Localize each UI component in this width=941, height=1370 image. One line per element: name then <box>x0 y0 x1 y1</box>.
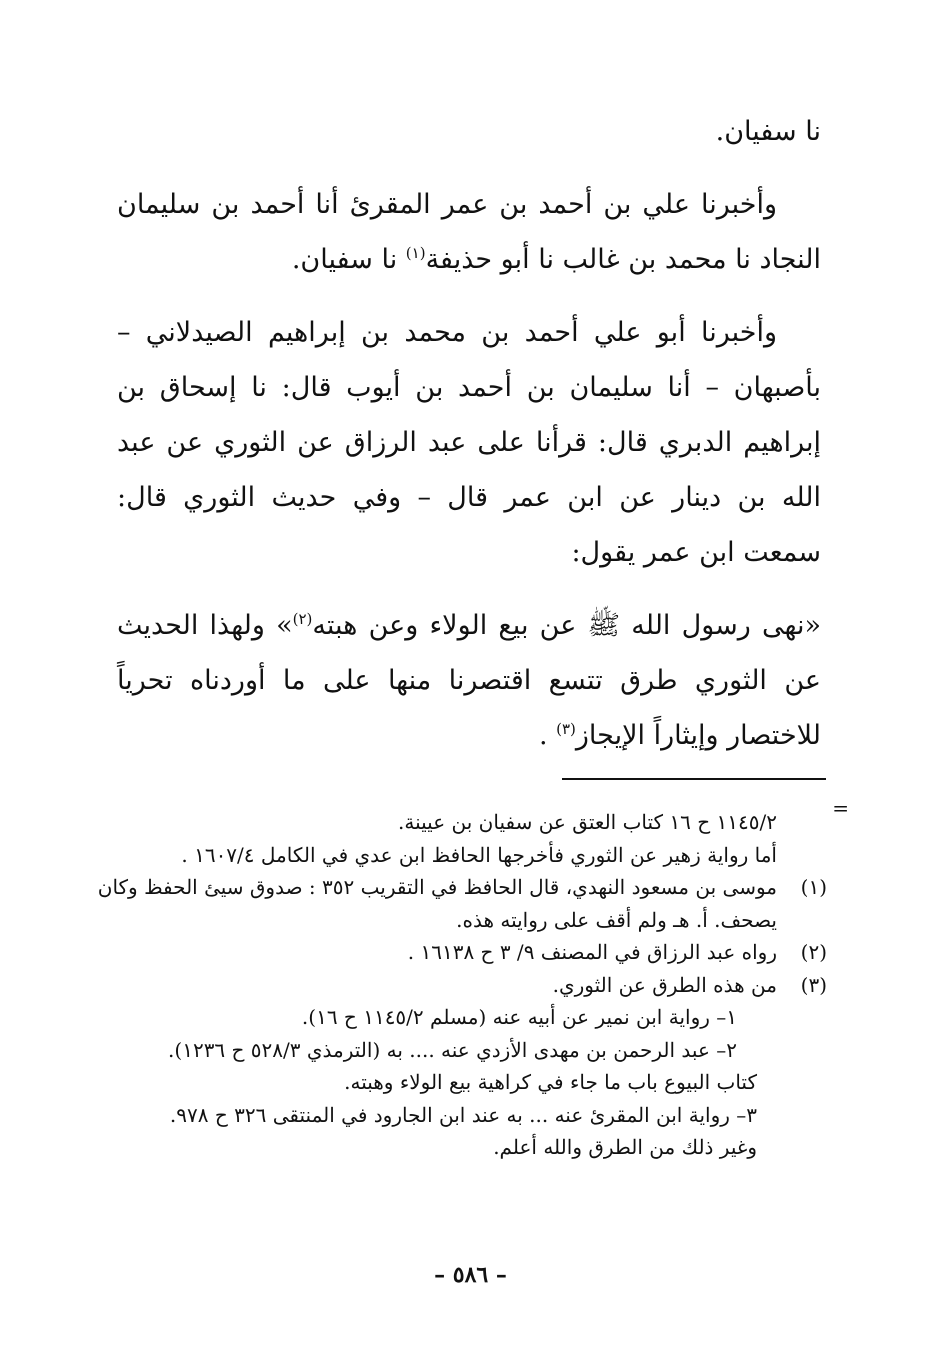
paragraph-3-text: وأخبرنا أبو علي أحمد بن محمد بن إبراهيم الصيدلاني – بأصبهان – أنا سليمان بن أحمد بن أيوب قال: نا إسحاق بن إبراهيم الدبري قال: قرأنا على عبد الرزاق عن الثوري عن عبد الله بن دينار عن ابن عمر قال – وفي حديث الثوري قال: سمعت ابن عمر يقول: <box>117 317 821 568</box>
footnote-ref-2[interactable]: (٢) <box>292 610 313 628</box>
footnote-continued-line-2: أما رواية زهير عن الثوري فأخرجها الحافظ ابن عدي في الكامل ١٦٠٧/٤ . <box>181 842 777 867</box>
footnote-1-number: (١) <box>800 875 827 899</box>
paragraph-4 <box>117 598 821 763</box>
paragraph-2-end: نا سفيان. <box>291 244 406 275</box>
footnote-1-text: موسى بن مسعود النهدي، قال الحافظ في التقريب ٣٥٢ : صدوق سيئ الحفظ وكان <box>97 875 777 899</box>
footnote-1 <box>97 871 827 904</box>
footnote-3-item-3: ٣– رواية ابن المقرئ عنه ... به عند ابن الجارود في المنتقى ٣٢٦ ح ٩٧٨. <box>169 1102 757 1127</box>
footnote-2-text: رواه عبد الرزاق في المصنف ٩/ ٣ ح ١٦١٣٨ . <box>407 940 777 964</box>
footnote-3-number: (٣) <box>800 972 827 997</box>
footnotes <box>97 806 827 1164</box>
footnote-3-closing: وغير ذلك من الطرق والله أعلم. <box>493 1135 757 1159</box>
paragraph-2-text: وأخبرنا علي بن أحمد بن عمر المقرئ أنا أحمد بن سليمان النجاد نا محمد بن غالب نا أبو حذيفة <box>117 189 821 275</box>
paragraph-4-cont: » ولهذا الحديث عن الثوري طرق تتسع اقتصرنا منها على ما أوردناه تحرياً للاختصار وإيثاراً الإيجاز <box>117 610 821 751</box>
paragraph-4-text: «نهى رسول الله ﷺ عن بيع الولاء وعن هبته <box>312 610 821 641</box>
footnote-3-item-1: ١– رواية ابن نمير عن أبيه عنه (مسلم ١١٤٥/٢ ح ١٦). <box>301 1005 737 1029</box>
footnote-3 <box>113 969 827 1002</box>
footnote-2 <box>113 936 827 969</box>
page-number: – ٥٨٦ – <box>434 1262 507 1288</box>
footnote-2-number: (٢) <box>800 940 827 964</box>
paragraph-3 <box>117 305 821 580</box>
paragraph-4-tail: . <box>538 720 557 751</box>
footnote-3-item-2: ٢– عبد الرحمن بن مهدى الأزدي عنه .... به (الترمذي ٥٢٨/٣ ح ١٢٣٦). <box>168 1037 737 1062</box>
paragraph-2 <box>117 177 821 287</box>
footnote-ref-1[interactable]: (١) <box>405 244 426 262</box>
main-text <box>117 104 821 781</box>
footnote-3-item-2-cont: كتاب البيوع باب ما جاء في كراهية بيع الولاء وهبته. <box>344 1070 757 1094</box>
footnote-ref-3[interactable]: (٣) <box>556 720 576 738</box>
paragraph-1-text: نا سفيان. <box>715 116 821 147</box>
paragraph-1 <box>117 104 821 159</box>
footnote-continued-line-1: ١١٤٥/٢ ح ١٦ كتاب العتق عن سفيان بن عيينة. <box>398 810 777 834</box>
footnote-3-text: من هذه الطرق عن الثوري. <box>552 972 777 997</box>
continuation-mark: = <box>832 796 849 820</box>
footnote-separator <box>562 778 826 780</box>
footnote-1-line-2: يصحف. أ. هـ ولم أقف على روايته هذه. <box>456 907 777 932</box>
